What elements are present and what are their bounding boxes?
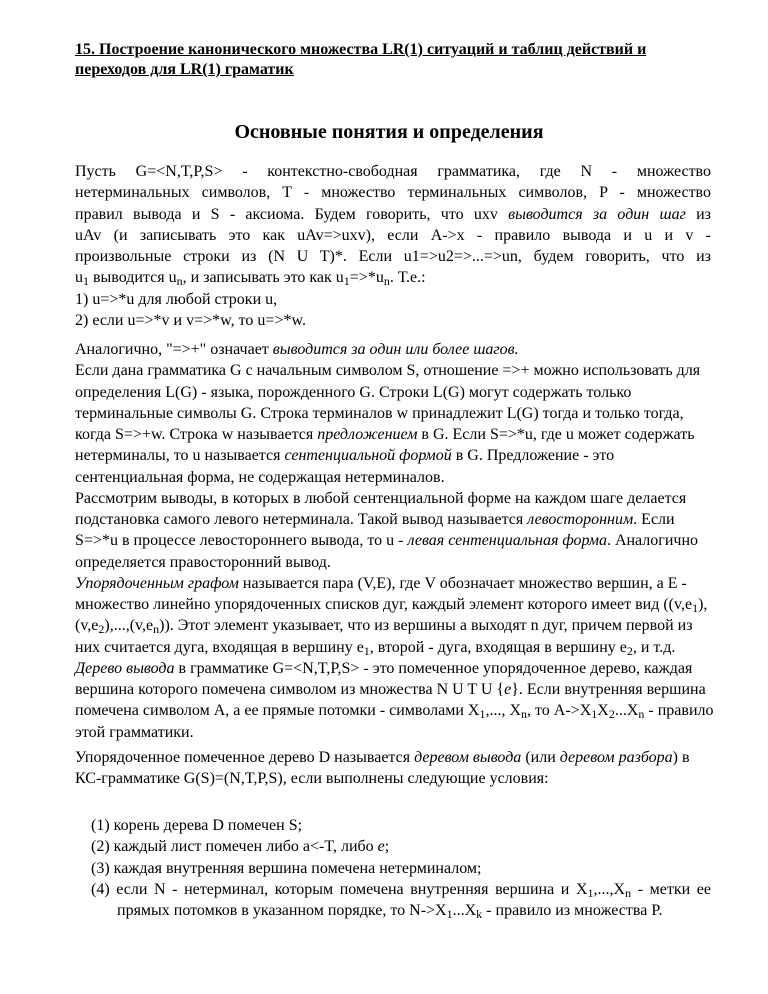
paragraph: Рассмотрим выводы, в которых в любой сентенциальной форме на каждом шаге делается подстановка самого левого нетерминала. Такой вывод называется левосторонним. Если S=>*u в процессе левостороннего вывода, то u - левая сентенциальная форма. Аналогично определяется правосторонний вывод. bbox=[75, 489, 699, 571]
paragraph: Дерево вывода в грамматике G=<N,T,P,S> - это помеченное упорядоченное дерево, каждая вершина которого помечена символом из множества N U T U {e}. Если внутренняя вершина помечена символом A, а ее прямые потомки - символами $X_1$,..., $X_n$, то $A->X_1X_2...X_n$ - правило этой грамматики. bbox=[75, 659, 714, 741]
paragraph: Упорядоченное помеченное дерево D называется деревом вывода (или деревом разбора) в КС-грамматике G(S)=(N,T,P,S), если выполнены следующие условия: bbox=[75, 749, 690, 788]
list-item: (4) если N - нетерминал, которым помечена внутренняя вершина и $X_1,...,X_n$ - метки ее прямых потомков в указанном порядке, то $N->X_1...X_k$ - правило из множества P. bbox=[91, 880, 711, 922]
list-item: (3) каждая внутренняя вершина помечена нетерминалом; bbox=[91, 859, 482, 877]
paragraph: Аналогично, "=>+" означает выводится за один или более шагов. bbox=[75, 341, 519, 358]
text-line: Пусть G=<N,T,P,S> - контекстно-свободная грамматика, где N - множество bbox=[75, 163, 711, 180]
list-item: (2) каждый лист помечен либо a<-T, либо e; bbox=[91, 838, 390, 856]
emphasis: деревом вывода bbox=[414, 749, 522, 766]
emphasis: выводится за один или более шагов. bbox=[272, 341, 519, 358]
emphasis: Упорядоченным графом bbox=[75, 574, 239, 592]
emphasis: Дерево вывода bbox=[75, 659, 175, 677]
emphasis: сентенциальной формой bbox=[284, 447, 452, 465]
body-text bbox=[75, 339, 715, 743]
emphasis: деревом разбора bbox=[559, 749, 673, 766]
text-line: произвольные строки из (N U T)*. Если u1=>u2=>...=>un, будем говорить, что из bbox=[75, 248, 711, 266]
section-heading: 15. Построение канонического множества LR(1) ситуаций и таблиц действий и переходов для LR(1) граматик bbox=[75, 41, 647, 78]
paragraph: Упорядоченным графом называется пара (V,E), где V обозначает множество вершин, а E - множество линейно упорядоченных списков дуг, каждый элемент которого имеет вид $((v,e_1),(v,e_2),...,(v,e_n))$. Этот элемент указывает, что из вершины a выходят n дуг, причем первой из них считается дуга, входящая в вершину $e_1$, второй - дуга, входящая в вершину $e_2$, и т.д. bbox=[75, 574, 708, 658]
paragraph: Если дана грамматика G с начальным символом S, отношение =>+ можно использовать для определения L(G) - языка, порожденного G. Строки L(G) могут содержать только терминальные символы G. Строка терминалов w принадлежит L(G) тогда и только тогда, когда S=>+w. Строка w называется предложением в G. Если S=>*u, где u может содержать нетерминалы, то u называется сентенциальной формой в G. Предложение - это сентенциальная форма, не содержащая нетерминалов. bbox=[75, 362, 701, 486]
definition-paragraph bbox=[75, 747, 715, 790]
section-subtitle: Основные понятия и определения bbox=[234, 121, 544, 143]
emphasis: левая сентенциальная форма bbox=[407, 532, 607, 550]
text-line: 2) если u=>*v и v=>*w, то u=>*w. bbox=[75, 312, 306, 330]
text-line: нетерминальных символов, T - множество терминальных символов, P - множество bbox=[75, 184, 711, 202]
text-line: 1) u=>*u для любой строки u, bbox=[75, 290, 278, 308]
emphasis: e bbox=[377, 838, 385, 856]
conditions-list bbox=[91, 815, 711, 921]
emphasis: предложением bbox=[317, 426, 418, 443]
emphasis: левосторонним bbox=[527, 511, 634, 528]
text-line: правил вывода и S - аксиома. Будем говорить, что uxv выводится за один шаг из bbox=[75, 205, 711, 223]
text-line: uAv (и записывать это как uAv=>uxv), если A->x - правило вывода и u и v - bbox=[75, 226, 711, 244]
intro-paragraph bbox=[75, 161, 711, 331]
emphasis: выводится за один шаг bbox=[508, 205, 686, 223]
list-item: (1) корень дерева D помечен S; bbox=[91, 817, 303, 834]
emphasis: e bbox=[504, 681, 512, 698]
text-line: $u_1$ выводится $u_n$, и записывать это как $u_1=>*u_n$. Т.е.: bbox=[75, 269, 426, 289]
